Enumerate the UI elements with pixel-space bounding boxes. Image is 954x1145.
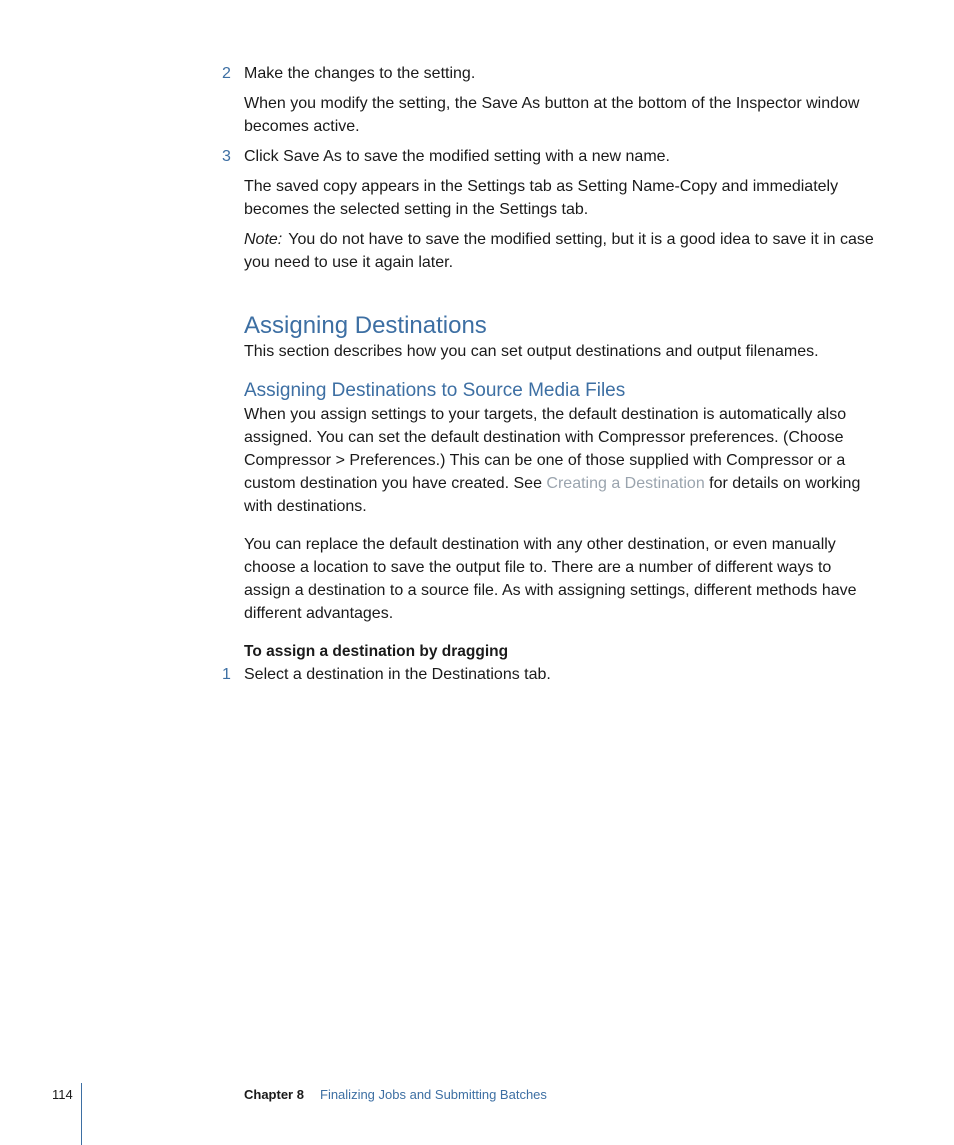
paragraph-text: for details on working with destinations. — [244, 475, 861, 515]
task-title: To assign a destination by dragging — [244, 643, 509, 660]
page-content — [222, 62, 876, 693]
step-detail: The saved copy appears in the Settings tab as Setting Name-Copy and immediately becomes the selected setting in the Settings tab. — [244, 178, 839, 218]
section-heading: Assigning Destinations — [244, 312, 487, 339]
note — [244, 228, 876, 274]
step-number: 2 — [222, 65, 231, 82]
creating-destination-link[interactable]: Creating a Destination — [546, 475, 705, 492]
footer-chapter: Chapter 8 — [244, 1087, 304, 1102]
step-text: Click Save As to save the modified setting with a new name. — [244, 148, 670, 165]
task-step-1 — [222, 663, 876, 686]
paragraph-text: When you assign settings to your targets, the default destination is automatically also assigned. You can set the default destination with Compressor preferences. (Choose Compressor > Preferences.) This can be one of those supplied with Compressor or a custom destination you have created. See — [244, 406, 847, 492]
step-number: 1 — [222, 666, 231, 683]
subsection-heading: Assigning Destinations to Source Media Files — [244, 380, 626, 401]
footer-divider — [81, 1083, 82, 1145]
step-3 — [222, 145, 876, 168]
footer-chapter-title: Finalizing Jobs and Submitting Batches — [320, 1087, 547, 1102]
subsection-paragraph-1 — [244, 403, 876, 518]
step-text: Select a destination in the Destinations tab. — [244, 666, 551, 683]
step-text: Make the changes to the setting. — [244, 65, 476, 82]
subsection-paragraph-2: You can replace the default destination with any other destination, or even manually choose a location to save the output file to. There are a number of different ways to assign a destination to a source file. As with assigning settings, different methods have different advantages. — [244, 536, 857, 622]
section-intro: This section describes how you can set output destinations and output filenames. — [244, 343, 819, 360]
step-number: 3 — [222, 148, 231, 165]
step-2 — [222, 62, 876, 85]
step-detail: When you modify the setting, the Save As button at the bottom of the Inspector window becomes active. — [244, 95, 860, 135]
page-number: 114 — [52, 1087, 73, 1102]
note-text: You do not have to save the modified setting, but it is a good idea to save it in case you need to use it again later. — [244, 231, 874, 271]
note-label: Note: — [244, 231, 283, 248]
